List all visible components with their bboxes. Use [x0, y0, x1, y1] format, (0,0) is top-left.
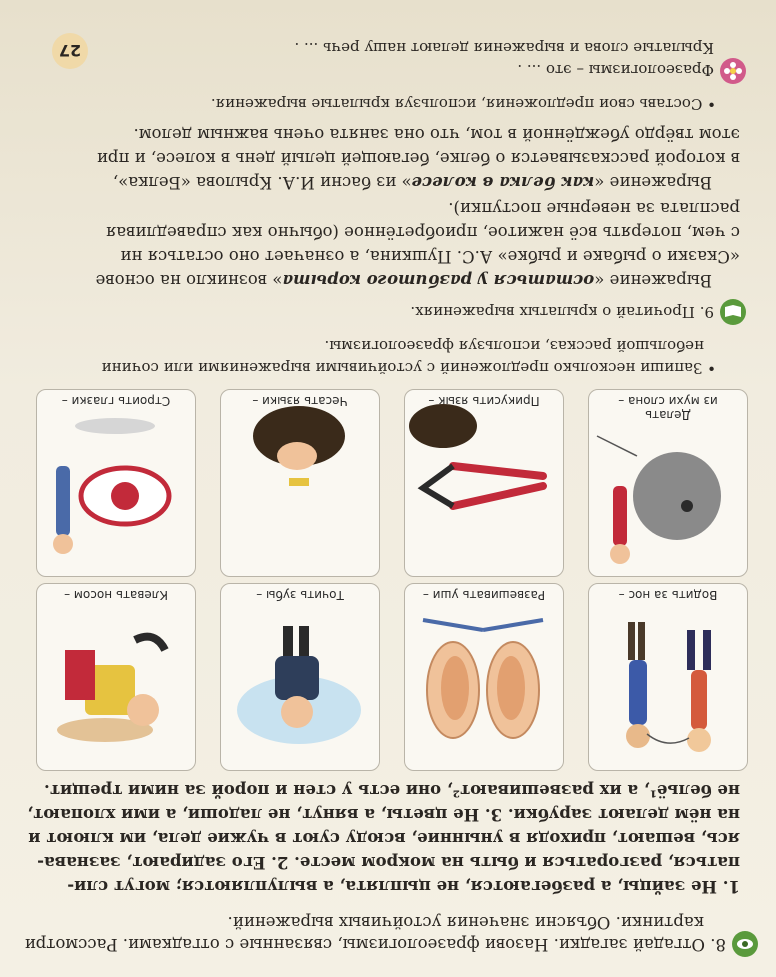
card-caption: Прикусить язык – [428, 394, 540, 408]
task9-p2-line1: Выражение «как белка в колесе» из басни И.А. Крылова «Белка», [112, 173, 712, 192]
rule-line2: Крылатые слова и выражения делают нашу речь ... . [294, 39, 714, 57]
bullet1-line2: небольшой рассказ, используя фразеологизмы. [324, 337, 704, 355]
card-sharpen-teeth [220, 583, 380, 771]
card-bite-tongue [404, 389, 564, 577]
card-make-eyes [36, 389, 196, 577]
task9-p1-line3: с чем, потерять всё нажитое, приобретённое (обычно как справедливая [105, 223, 740, 242]
card-caption: Делать из мухи слона – [618, 394, 718, 422]
nod-off-illustration [37, 584, 195, 770]
card-hang-ears [404, 583, 564, 771]
task9-p1-line4: расплата за неверные поступки). [448, 199, 740, 218]
page-number: 27 [52, 33, 88, 69]
card-caption: Клевать носом – [64, 588, 168, 602]
card-caption: Развешивать уши – [422, 588, 546, 602]
riddle-line2: паться, разгораться и быть на мокром месте. 2. Его задирают, зазнава- [37, 853, 740, 872]
pliers-illustration [405, 390, 563, 576]
task9-p1-line1: Выражение «остаться у разбитого корыта» возникло на основе [95, 271, 712, 290]
card-caption: Точить зубы – [256, 588, 344, 602]
card-wag-tongues [220, 389, 380, 577]
lead-by-nose-illustration [589, 584, 747, 770]
task9-p2-line2: в которой рассказывается о белке, бегающей целый день в колесе, и при [96, 149, 740, 168]
ears-illustration [405, 584, 563, 770]
bullet2: • Составь свои предложения, используя крылатые выражения. [210, 95, 716, 113]
rule-line1: Фразеологизмы – это ... . [517, 61, 714, 79]
card-caption: Чесать языки – [252, 394, 348, 408]
book-task-icon [720, 299, 746, 325]
card-lead-by-nose [588, 583, 748, 771]
tongue-scratch-illustration [221, 390, 379, 576]
card-caption: Строить глазки – [61, 394, 171, 408]
task8-heading-line1: 8. Отгадай загадки. Назови фразеологизмы, связанные с отгадками. Рассмотри [24, 935, 726, 954]
flower-rule-icon [720, 58, 746, 84]
riddle-line5: не бельё¹, а их развешивают², они есть у стен и порой за ними трещит. [43, 781, 740, 800]
task9-p1-line2: «Сказки о рыбаке и рыбке» А.С. Пушкина, а означает оно остаться ни [120, 247, 740, 266]
riddle-line3: ясь, вешают, приходя в унынние, всюду суют в чужие дела, им клюют и [28, 829, 740, 848]
card-caption: Водить за нос – [618, 588, 718, 602]
eye-builders-illustration [37, 390, 195, 576]
task9-heading: 9. Прочитай о крылатых выражениях. [410, 303, 714, 321]
riddle-line4: на нём делают зарубки. 3. Не цветы, а вянут, не ладоши, а ими хлопают, [27, 805, 740, 824]
task8-heading-line2: картинки. Объясни значения устойчивых выражений. [227, 913, 704, 932]
riddle-line1: 1. Не зайцы, а разбегаются, не цыплята, а вылупляются; могут сли- [67, 877, 740, 896]
card-make-elephant [588, 389, 748, 577]
eye-task-icon [732, 931, 758, 957]
card-nod-off [36, 583, 196, 771]
sharpen-teeth-illustration [221, 584, 379, 770]
bullet1-line1: • Запиши несколько предложений с устойчивыми выражениями или сочини [101, 359, 716, 377]
task9-p2-line3: этом твёрдо убеждённой в том, что она занята очень важным делом. [133, 125, 740, 144]
